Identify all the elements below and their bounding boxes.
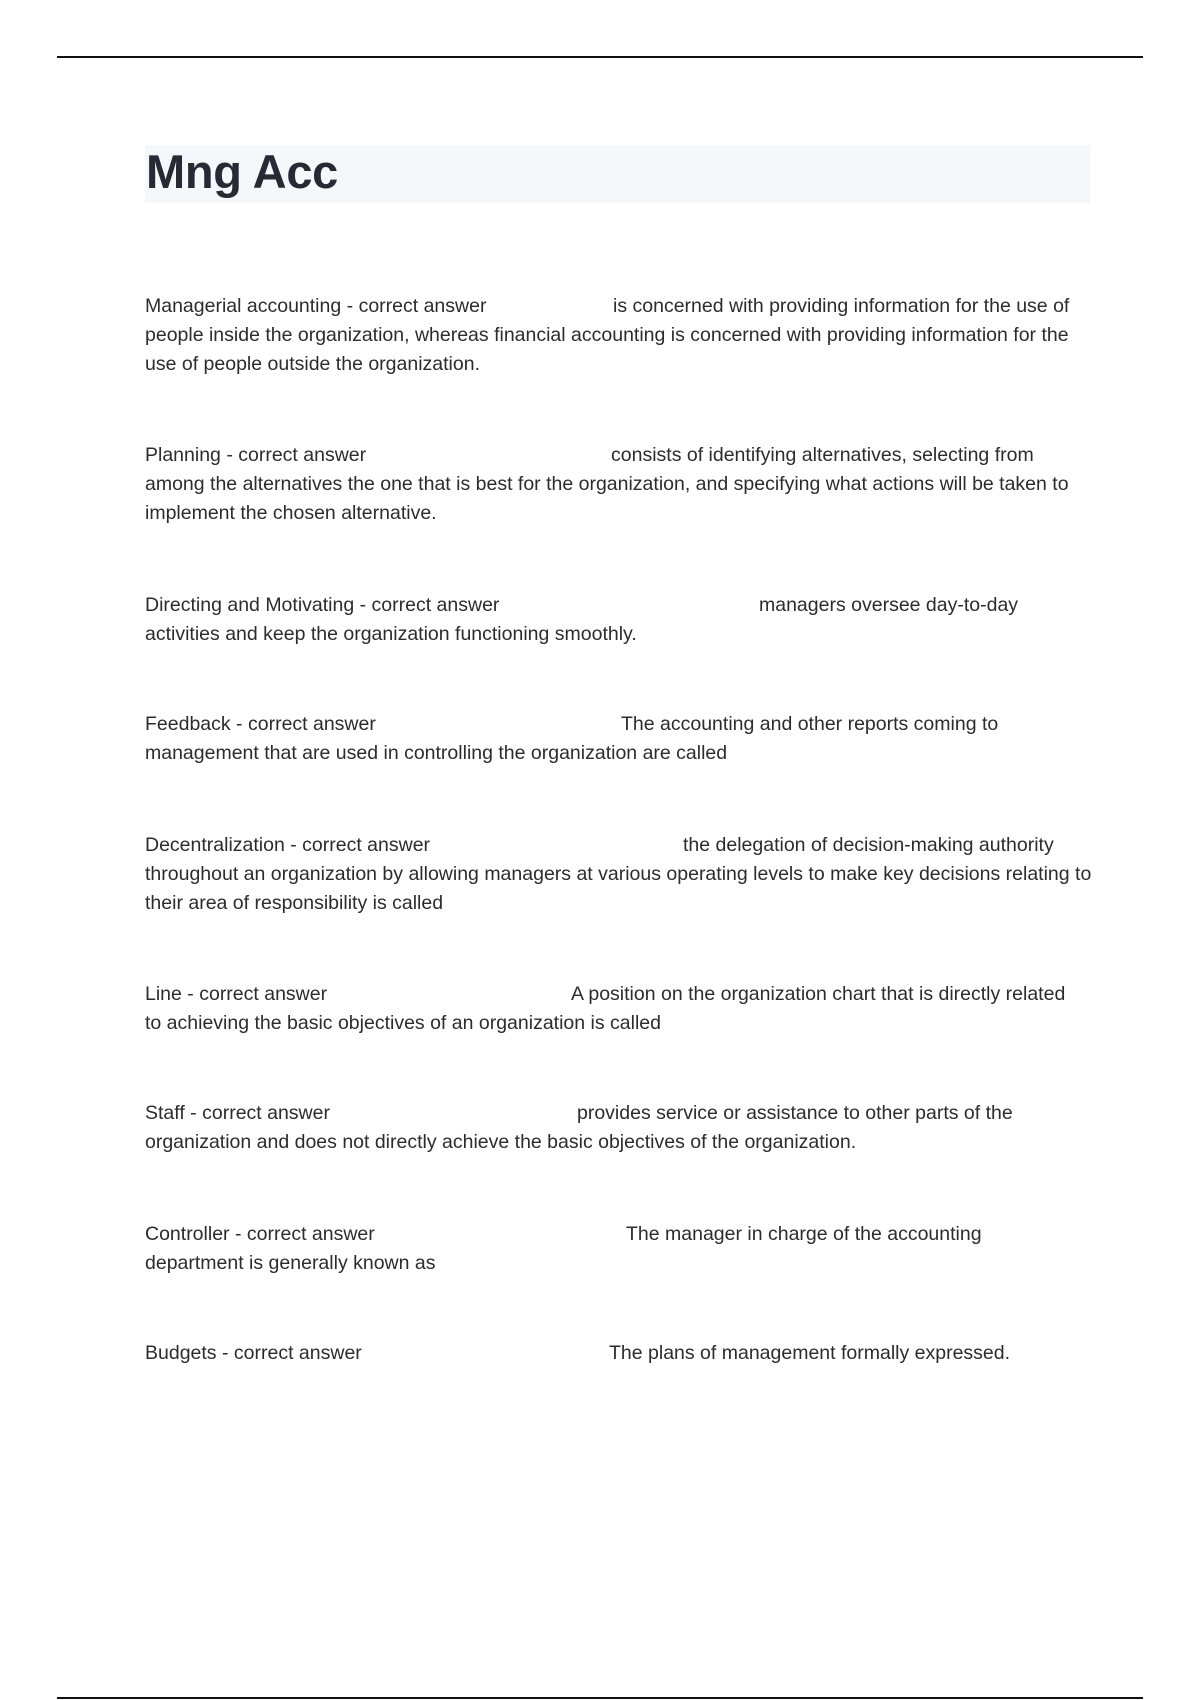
card-answer-label: correct answer	[199, 983, 328, 1005]
flashcard	[145, 591, 1085, 649]
card-separator: -	[354, 594, 372, 616]
card-answer-label: correct answer	[233, 1342, 362, 1364]
card-separator: -	[341, 295, 359, 317]
flashcard	[145, 1339, 1085, 1368]
flashcard	[145, 441, 1085, 528]
card-answer-label: correct answer	[371, 594, 500, 616]
card-question	[145, 441, 611, 470]
card-definition: The manager in charge of the accounting department is generally known as	[145, 1223, 982, 1274]
card-separator: -	[216, 1342, 234, 1364]
card-question	[145, 1339, 609, 1368]
card-answer-label: correct answer	[202, 1102, 330, 1124]
card-definition: managers oversee day-to-day activities and keep the organization functioning smoothly.	[145, 594, 1019, 645]
card-separator: -	[181, 983, 200, 1005]
card-definition: The plans of management formally expressed.	[609, 1342, 1011, 1364]
card-separator: -	[220, 444, 239, 466]
flashcard	[145, 710, 1085, 768]
card-separator: -	[284, 834, 303, 856]
card-term: Budgets	[145, 1342, 217, 1364]
flashcard	[145, 1220, 1085, 1278]
card-separator: -	[184, 1102, 203, 1124]
flashcard	[145, 980, 1085, 1038]
flashcard	[145, 831, 1095, 918]
card-definition: consists of identifying alternatives, selecting from among the alternatives the one that is best for the organization, and specifying what actions will be taken to implement the chosen alternative.	[145, 444, 1069, 524]
card-answer-label: correct answer	[247, 713, 376, 735]
top-rule	[57, 56, 1143, 58]
card-term: Controller	[145, 1223, 230, 1245]
card-answer-label: correct answer	[302, 834, 431, 856]
card-question	[145, 1220, 626, 1249]
card-question	[145, 292, 613, 321]
card-term: Managerial accounting	[145, 295, 342, 317]
card-definition: The accounting and other reports coming to management that are used in controlling the organization are called	[145, 713, 999, 764]
card-term: Feedback	[145, 713, 231, 735]
card-term: Planning	[145, 444, 221, 466]
card-answer-label: correct answer	[238, 444, 367, 466]
card-definition: the delegation of decision-making authority throughout an organization by allowing managers at various operating levels to make key decisions relating to their area of responsibility is called	[145, 834, 1092, 914]
page-title: Mng Acc	[146, 145, 339, 198]
card-definition: A position on the organization chart that is directly related to achieving the basic objectives of an organization is called	[145, 983, 1066, 1034]
card-term: Directing and Motivating	[145, 594, 355, 616]
bottom-rule	[57, 1697, 1143, 1699]
card-separator: -	[230, 713, 248, 735]
card-definition: provides service or assistance to other parts of the organization and does not directly achieve the basic objectives of the organization.	[145, 1102, 1013, 1153]
card-term: Staff	[145, 1102, 185, 1124]
card-question	[145, 710, 621, 739]
card-term: Decentralization	[145, 834, 285, 856]
card-definition: is concerned with providing information for the use of people inside the organization, whereas financial accounting is concerned with providing information for the use of people outside the organization.	[145, 295, 1070, 375]
card-question	[145, 980, 571, 1009]
card-question	[145, 831, 683, 860]
card-question	[145, 1099, 577, 1128]
flashcard	[145, 1099, 1085, 1157]
card-separator: -	[229, 1223, 247, 1245]
card-term: Line	[145, 983, 182, 1005]
card-answer-label: correct answer	[246, 1223, 375, 1245]
card-answer-label: correct answer	[358, 295, 487, 317]
flashcard	[145, 292, 1085, 379]
card-question	[145, 591, 759, 620]
